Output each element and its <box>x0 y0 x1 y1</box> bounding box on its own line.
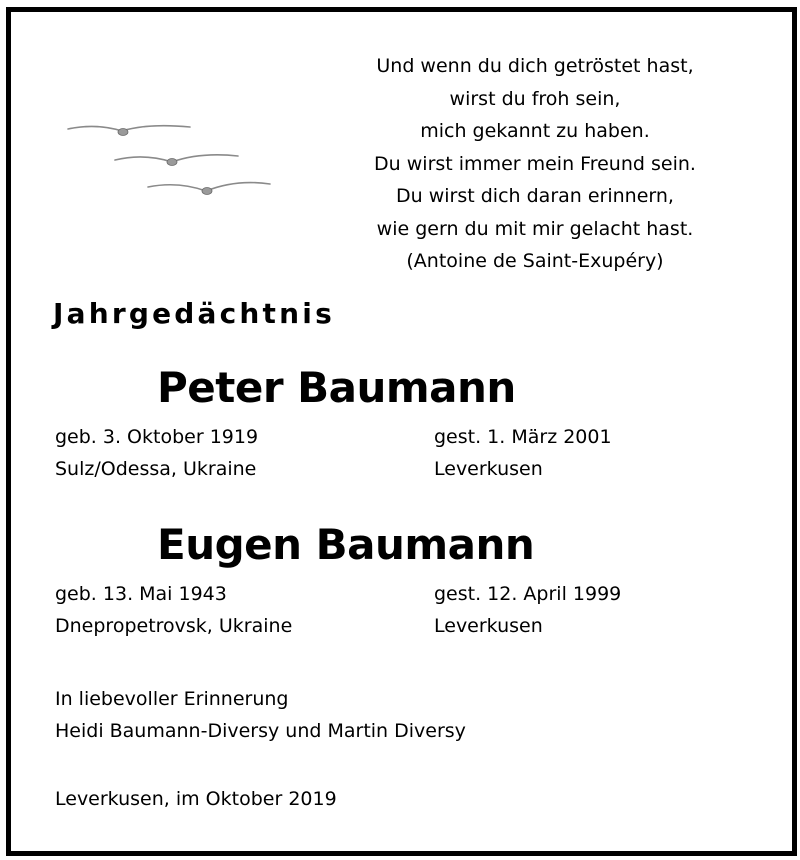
birth-date: geb. 13. Mai 1943 <box>55 583 227 605</box>
birth-date: geb. 3. Oktober 1919 <box>55 426 259 448</box>
poem-quote <box>340 50 730 278</box>
page-title: Jahrgedächtnis <box>53 297 335 330</box>
person-name-eugen: Eugen Baumann <box>157 520 535 569</box>
poem-author: (Antoine de Saint-Exupéry) <box>406 250 664 272</box>
remembrance-line: In liebevoller Erinnerung <box>55 688 289 710</box>
flying-birds-icon <box>60 115 280 205</box>
death-place: Leverkusen <box>434 615 543 637</box>
poem-line: wie gern du mit mir gelacht hast. <box>376 217 694 240</box>
poem-line: Du wirst immer mein Freund sein. <box>374 152 696 175</box>
death-date: gest. 1. März 2001 <box>434 426 612 448</box>
mourners-line: Heidi Baumann-Diversy und Martin Diversy <box>55 720 466 742</box>
poem-line: Du wirst dich daran erinnern, <box>396 185 674 207</box>
poem-line: Und wenn du dich getröstet hast, <box>376 55 694 77</box>
poem-line: mich gekannt zu haben. <box>420 120 650 142</box>
birth-place: Dnepropetrovsk, Ukraine <box>55 615 293 637</box>
death-date: gest. 12. April 1999 <box>434 583 622 605</box>
person-name-peter: Peter Baumann <box>157 363 516 412</box>
birth-place: Sulz/Odessa, Ukraine <box>55 458 257 480</box>
death-place: Leverkusen <box>434 458 543 480</box>
place-date-line: Leverkusen, im Oktober 2019 <box>55 788 337 810</box>
poem-line: wirst du froh sein, <box>449 87 621 110</box>
